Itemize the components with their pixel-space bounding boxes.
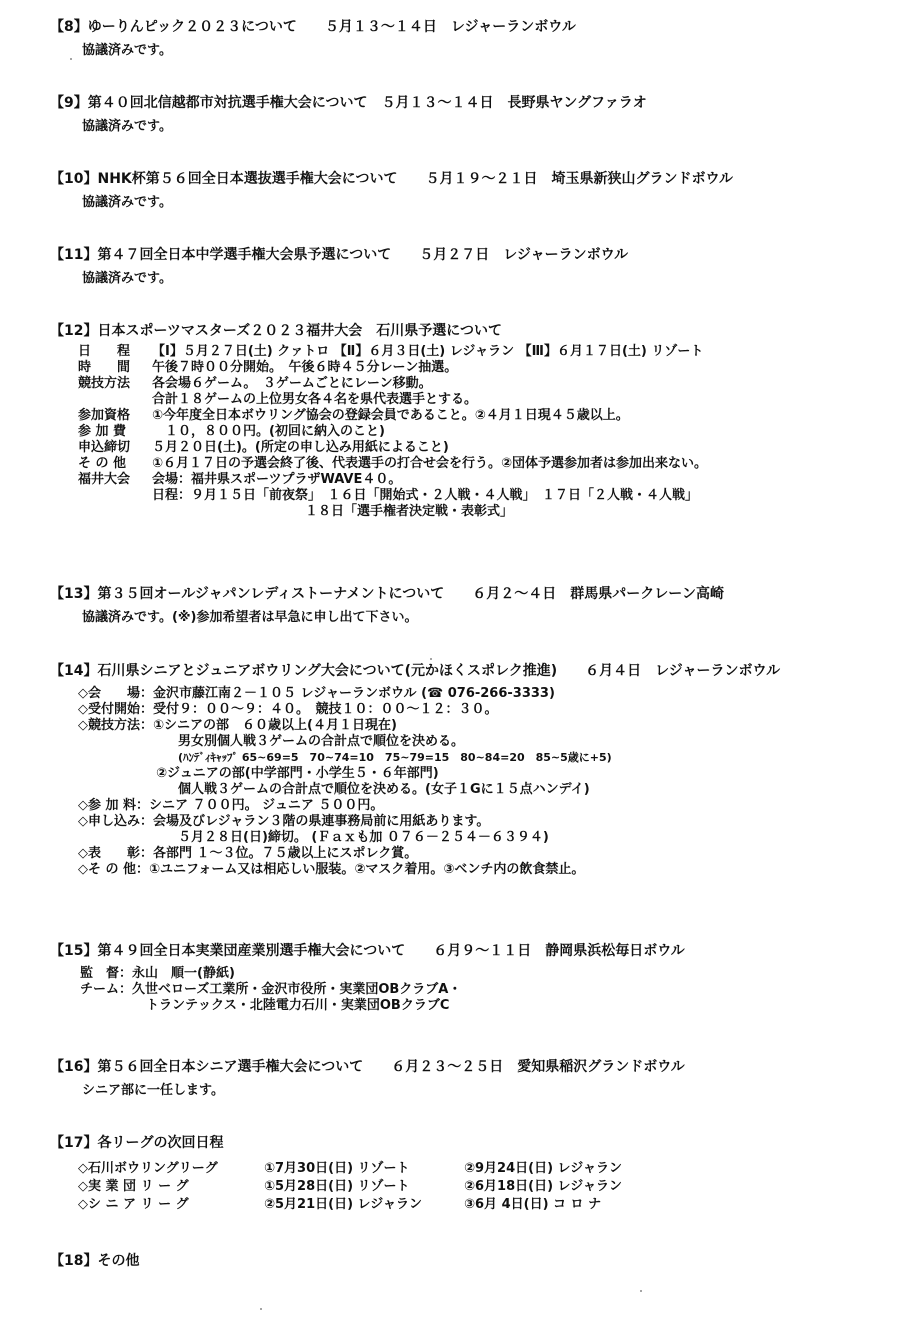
detail-value: 会場：福井県スポーツプラザWAVE４０。 (152, 472, 402, 487)
detail-label: 福井大会 (78, 472, 131, 487)
award-line: ◇表 彰：各部門 １～３位。７５歳以上にスポレク賞。 (78, 846, 418, 861)
league-row (50, 1178, 880, 1196)
detail-row (50, 344, 880, 360)
item-14 (50, 662, 880, 878)
detail-row (50, 424, 880, 440)
item-12-details (50, 344, 880, 520)
league-schedule (50, 1160, 880, 1214)
method-line: ◇競技方法：①シニアの部 ６０歳以上(４月１日現在) (78, 718, 397, 733)
league-date: ②5月21日(日) レジャラン (264, 1197, 422, 1212)
item-18-heading: 【18】その他 (50, 1253, 140, 1269)
item-10-note: 協議済みです。 (82, 195, 172, 210)
item-9 (50, 94, 880, 136)
item-8-heading: 【8】ゆーりんピック２０２３について ５月１３～１４日 レジャーランボウル (50, 19, 576, 35)
item-13-note: 協議済みです。(※)参加希望者は早急に申し出て下さい。 (82, 610, 418, 625)
league-date: ③6月 4日(日) コ ロ ナ (464, 1197, 602, 1212)
league-date: ②6月18日(日) レジャラン (464, 1179, 622, 1194)
league-name: ◇実 業 団 リ ー グ (78, 1179, 189, 1194)
league-date: ①5月28日(日) リゾート (264, 1179, 410, 1194)
other-line: ◇そ の 他：①ユニフォーム又は相応しい服装。②マスク着用。③ベンチ内の飲食禁止。 (78, 862, 585, 877)
coach-line: 監 督：永山 順一(静紙) (80, 966, 235, 981)
item-12 (50, 322, 880, 520)
team-line: チーム：久世ベローズ工業所・金沢市役所・実業団OBクラブA・ (80, 982, 462, 997)
detail-row (50, 360, 880, 376)
item-10 (50, 170, 880, 212)
detail-label: 競技方法 (78, 376, 131, 391)
item-9-note: 協議済みです。 (82, 119, 172, 134)
item-15-details (50, 966, 880, 1014)
item-15-heading: 【15】第４９回全日本実業団産業別選手権大会について ６月９～１１日 静岡県浜松毎日ボウル (50, 943, 685, 959)
item-9-heading: 【9】第４０回北信越都市対抗選手権大会について ５月１３～１４日 長野県ヤングファラオ (50, 95, 647, 111)
detail-continuation: １８日「選手権者決定戦・表彰式」 (305, 504, 514, 519)
item-10-heading: 【10】NHK杯第５６回全日本選抜選手権大会について ５月１９～２１日 埼玉県新狭山グランドボウル (50, 171, 734, 187)
detail-row (50, 440, 880, 456)
detail-continuation: 合計１８ゲームの上位男女各４名を県代表選手とする。 (152, 392, 478, 407)
detail-label: 日 程 (78, 344, 131, 359)
detail-label: そ の 他 (78, 456, 127, 471)
detail-value: 【Ⅰ】５月２７日(土) クァトロ 【Ⅱ】６月３日(土) レジャラン 【Ⅲ】６月１７日(土) リゾート (152, 344, 704, 359)
fee-line: ◇参 加 料：シニア ７００円。 ジュニア ５００円。 (78, 798, 384, 813)
apply-line: ◇申し込み：会場及びレジャラン３階の県連事務局前に用紙あります。 (78, 814, 490, 829)
item-14-heading: 【14】石川県シニアとジュニアボウリング大会について(元かほくスポレク推進) ６月４日 レジャーランボウル (50, 663, 781, 679)
item-12-heading: 【12】日本スポーツマスターズ２０２３福井大会 石川県予選について (50, 323, 502, 339)
item-8-note: 協議済みです。 (82, 43, 172, 58)
detail-label: 時 間 (78, 360, 131, 375)
league-date: ②9月24日(日) レジャラン (464, 1161, 622, 1176)
item-14-details (50, 686, 880, 878)
venue-line: ◇会 場：金沢市藤江南２－１０５ レジャーランボウル (☎ 076-266-3333) (78, 686, 555, 701)
reception-line: ◇受付開始：受付９：００～９：４０。 競技１０：００～１２：３０。 (78, 702, 498, 717)
league-name: ◇石川ボウリングリーグ (78, 1161, 218, 1176)
detail-row (50, 456, 880, 472)
method-line: ②ジュニアの部(中学部門・小学生５・６年部門) (156, 766, 439, 781)
item-13-heading: 【13】第３５回オールジャパンレディストーナメントについて ６月２～４日 群馬県パークレーン高崎 (50, 586, 724, 602)
item-15 (50, 942, 880, 1014)
detail-value: 午後７時００分開始。 午後６時４５分レーン抽選。 (152, 360, 458, 375)
detail-label: 申込締切 (78, 440, 131, 455)
detail-value: 各会場６ゲーム。 ３ゲームごとにレーン移動。 (152, 376, 432, 391)
detail-value: ５月２０日(土)。(所定の申し込み用紙によること) (152, 440, 449, 455)
scan-speck (70, 58, 72, 60)
apply-line: ５月２８日(日)締切。 (Ｆａｘも加 ０７６－２５４－６３９４) (178, 830, 549, 845)
item-16-note: シニア部に一任します。 (82, 1083, 224, 1098)
detail-label: 参 加 費 (78, 424, 127, 439)
detail-continuation: 日程：９月１５日「前夜祭」 １６日「開始式・２人戦・４人戦」 １７日「２人戦・４人戦」 (152, 488, 699, 503)
league-row (50, 1160, 880, 1178)
method-line: (ﾊﾝﾃﾞｨｷｬｯﾌﾟ 65~69=5 70~74=10 75~79=15 80~84=20 85~5歳に+5) (178, 751, 612, 764)
item-13 (50, 585, 880, 627)
scan-speck (260, 1308, 262, 1310)
detail-value: ①今年度全日本ボウリング協会の登録会員であること。②４月１日現４５歳以上。 (152, 408, 629, 423)
item-11 (50, 246, 880, 288)
league-name: ◇シ ニ ア リ ー グ (78, 1197, 189, 1212)
detail-value: ①６月１７日の予選会終了後、代表選手の打合せ会を行う。②団体予選参加者は参加出来ない。 (152, 456, 708, 471)
item-11-heading: 【11】第４７回全日本中学選手権大会県予選について ５月２７日 レジャーランボウル (50, 247, 629, 263)
team-line: トランテックス・北陸電力石川・実業団OBクラブC (146, 998, 450, 1013)
detail-row (50, 408, 880, 424)
detail-row (50, 376, 880, 392)
detail-label: 参加資格 (78, 408, 131, 423)
item-11-note: 協議済みです。 (82, 271, 172, 286)
method-line: 男女別個人戦３ゲームの合計点で順位を決める。 (178, 734, 465, 749)
item-17 (50, 1134, 880, 1214)
method-line: 個人戦３ゲームの合計点で順位を決める。(女子１Gに１５点ハンデイ) (178, 782, 590, 797)
item-17-heading: 【17】各リーグの次回日程 (50, 1135, 224, 1151)
scan-speck (640, 1290, 642, 1292)
item-16 (50, 1058, 880, 1100)
item-8 (50, 18, 880, 60)
detail-value: １０，８００円。(初回に納入のこと) (152, 424, 385, 439)
league-row (50, 1196, 880, 1214)
league-date: ①7月30日(日) リゾート (264, 1161, 410, 1176)
detail-row (50, 472, 880, 488)
item-16-heading: 【16】第５６回全日本シニア選手権大会について ６月２３～２５日 愛知県稲沢グランドボウル (50, 1059, 685, 1075)
scan-speck (430, 658, 432, 660)
item-18 (50, 1252, 880, 1270)
